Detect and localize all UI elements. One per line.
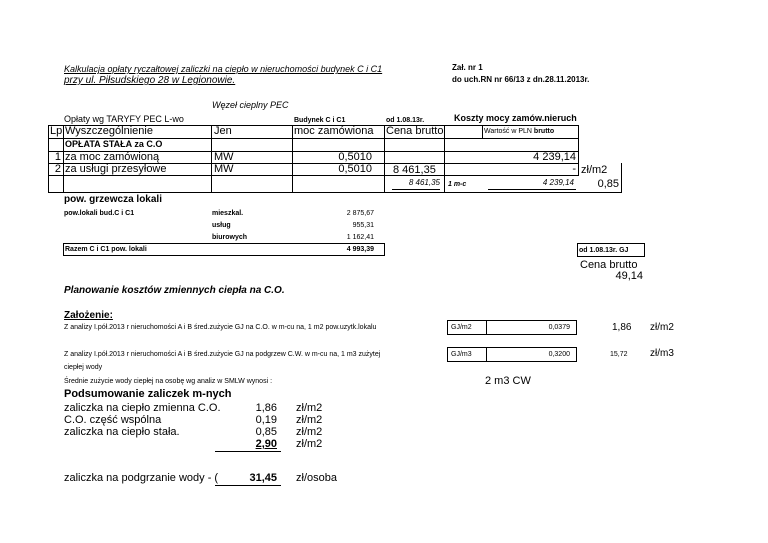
row2-desc: za usługi przesyłowe <box>65 163 167 175</box>
area-type: mieszkal. <box>212 210 244 217</box>
table-col-line <box>211 125 212 192</box>
water-advance-underline <box>215 485 281 486</box>
summary-row-unit: zł/m2 <box>296 414 323 426</box>
co-result: 1,86 <box>612 322 632 333</box>
assumptions-label: Założenie: <box>64 310 113 321</box>
areas-title: pow. grzewcza lokali <box>64 194 162 205</box>
assumption-co-unit: GJ/m2 <box>451 324 472 331</box>
col-gross-price: Cena brutto <box>386 125 444 137</box>
summary-row-value: 1,86 <box>255 402 277 414</box>
col-value: Wartość w PLN brutto <box>484 128 555 135</box>
gj-price-value: 49,14 <box>615 270 643 282</box>
monthly-label: 1 m-c <box>448 181 467 188</box>
sum-underline <box>488 189 576 190</box>
table-col-line <box>444 125 445 192</box>
table-line <box>48 175 579 176</box>
col-unit: Jen <box>214 125 232 137</box>
costs-header: Koszty mocy zamów.nieruch <box>454 113 577 123</box>
summary-row-label: C.O. część wspólna <box>64 414 162 426</box>
co-result-unit: zł/m2 <box>650 322 674 333</box>
summary-total-underline <box>215 451 281 452</box>
row2-price: 8 461,35 <box>393 164 436 176</box>
cw-result: 15,72 <box>610 351 628 358</box>
col-ordered-power: moc zamówiona <box>294 125 374 137</box>
row2-power: 0,5010 <box>338 163 372 175</box>
assumption-cw-text-cont: ciepłej wody <box>64 364 103 371</box>
summary-total: 2,90 <box>255 438 277 450</box>
assumption-water-text: Średnie zużycie wody ciepłej na osobę wg analiz w SMLW wynosi : <box>64 378 273 385</box>
building-col-label: Budynek C i C1 <box>294 117 346 124</box>
areas-total-label: Razem C i C1 pow. lokali <box>65 246 147 253</box>
sum-price: 8 461,35 <box>408 178 440 187</box>
assumption-co-text: Z analizy I.pół.2013 r nieruchomości A i B śred.zużycie GJ na C.O. w m-cu na, 1 m2 pow.uzytk.lokalu <box>64 324 377 331</box>
water-advance-unit: zł/osoba <box>296 472 337 484</box>
unit-zl-m2: zł/m2 <box>581 164 608 176</box>
assumption-co-value: 0,0379 <box>548 324 570 331</box>
gj-price-label: Cena brutto <box>580 259 638 271</box>
heat-node-label: Węzeł cieplny PEC <box>212 100 289 110</box>
area-value: 1 162,41 <box>346 234 374 241</box>
summary-row-unit: zł/m2 <box>296 426 323 438</box>
planning-title: Planowanie kosztów zmiennych ciepła na C.O. <box>64 285 285 296</box>
areas-label: pow.lokali bud.C i C1 <box>64 210 135 217</box>
row2-unit: MW <box>214 163 234 175</box>
water-advance-value: 31,45 <box>249 472 277 484</box>
area-value: 2 875,67 <box>346 210 374 217</box>
doc-title-line2: przy ul. Piłsudskiego 28 w Legionowie. <box>64 75 236 86</box>
summary-row-value: 0,19 <box>255 414 277 426</box>
row1-power: 0,5010 <box>338 151 372 163</box>
summary-total-unit: zł/m2 <box>296 438 323 450</box>
row1-desc: za moc zamówioną <box>65 151 160 163</box>
row1-unit: MW <box>214 151 234 163</box>
col-description: Wyszczególnienie <box>65 125 153 137</box>
table-line <box>48 192 622 193</box>
table-col-line <box>482 125 483 138</box>
areas-total-value: 4 993,39 <box>346 246 374 253</box>
fixed-fee-section: OPŁATA STAŁA za C.O <box>65 139 163 149</box>
gj-from-label: od 1.08.13r. GJ <box>579 247 629 254</box>
summary-row-label: zaliczka na ciepło zmienna C.O. <box>64 402 221 414</box>
row2-value: - <box>572 163 576 175</box>
water-per-person: 2 m3 CW <box>485 375 531 387</box>
attachment-label: Zał. nr 1 <box>452 63 483 72</box>
summary-row-label: zaliczka na ciepło stała. <box>64 426 180 438</box>
doc-title-line1: Kalkulacja opłaty ryczałtowej zaliczki na ciepło w nieruchomości budynek C i C1 <box>64 64 383 74</box>
area-type: biurowych <box>212 234 248 241</box>
sum-value: 4 239,14 <box>542 178 574 187</box>
table-col-line <box>578 125 579 176</box>
table-col-line <box>63 125 64 192</box>
row2-lp: 2 <box>54 163 61 175</box>
area-value: 955,31 <box>352 222 374 229</box>
col-lp: Lp <box>50 125 63 137</box>
fixed-rate: 0,85 <box>597 178 619 190</box>
assumption-cw-unit: GJ/m3 <box>451 351 472 358</box>
area-type: usług <box>212 222 231 229</box>
summary-row-unit: zł/m2 <box>296 402 323 414</box>
summary-title: Podsumowanie zaliczek m-nych <box>64 388 232 400</box>
summary-row-value: 0,85 <box>255 426 277 438</box>
sum-underline <box>392 189 440 190</box>
fees-label: Opłaty wg TARYFY PEC L-wo <box>64 114 184 124</box>
assumption-cw-value: 0,3200 <box>548 351 570 358</box>
assumption-cw-text: Z analizy I.pół.2013 r nieruchomości A i B śred.zużycie GJ na podgrzew C.W. w m-cu na, 1 m3 zużytej <box>64 351 381 358</box>
row1-lp: 1 <box>54 151 61 163</box>
water-advance-label: zaliczka na podgrzanie wody - ( <box>64 472 219 484</box>
resolution-label: do uch.RN nr 66/13 z dn.28.11.2013r. <box>452 75 590 84</box>
table-col-line <box>621 163 622 192</box>
cw-result-unit: zł/m3 <box>650 348 674 359</box>
from-date-label: od 1.08.13r. <box>386 117 425 124</box>
row1-value: 4 239,14 <box>533 151 576 163</box>
